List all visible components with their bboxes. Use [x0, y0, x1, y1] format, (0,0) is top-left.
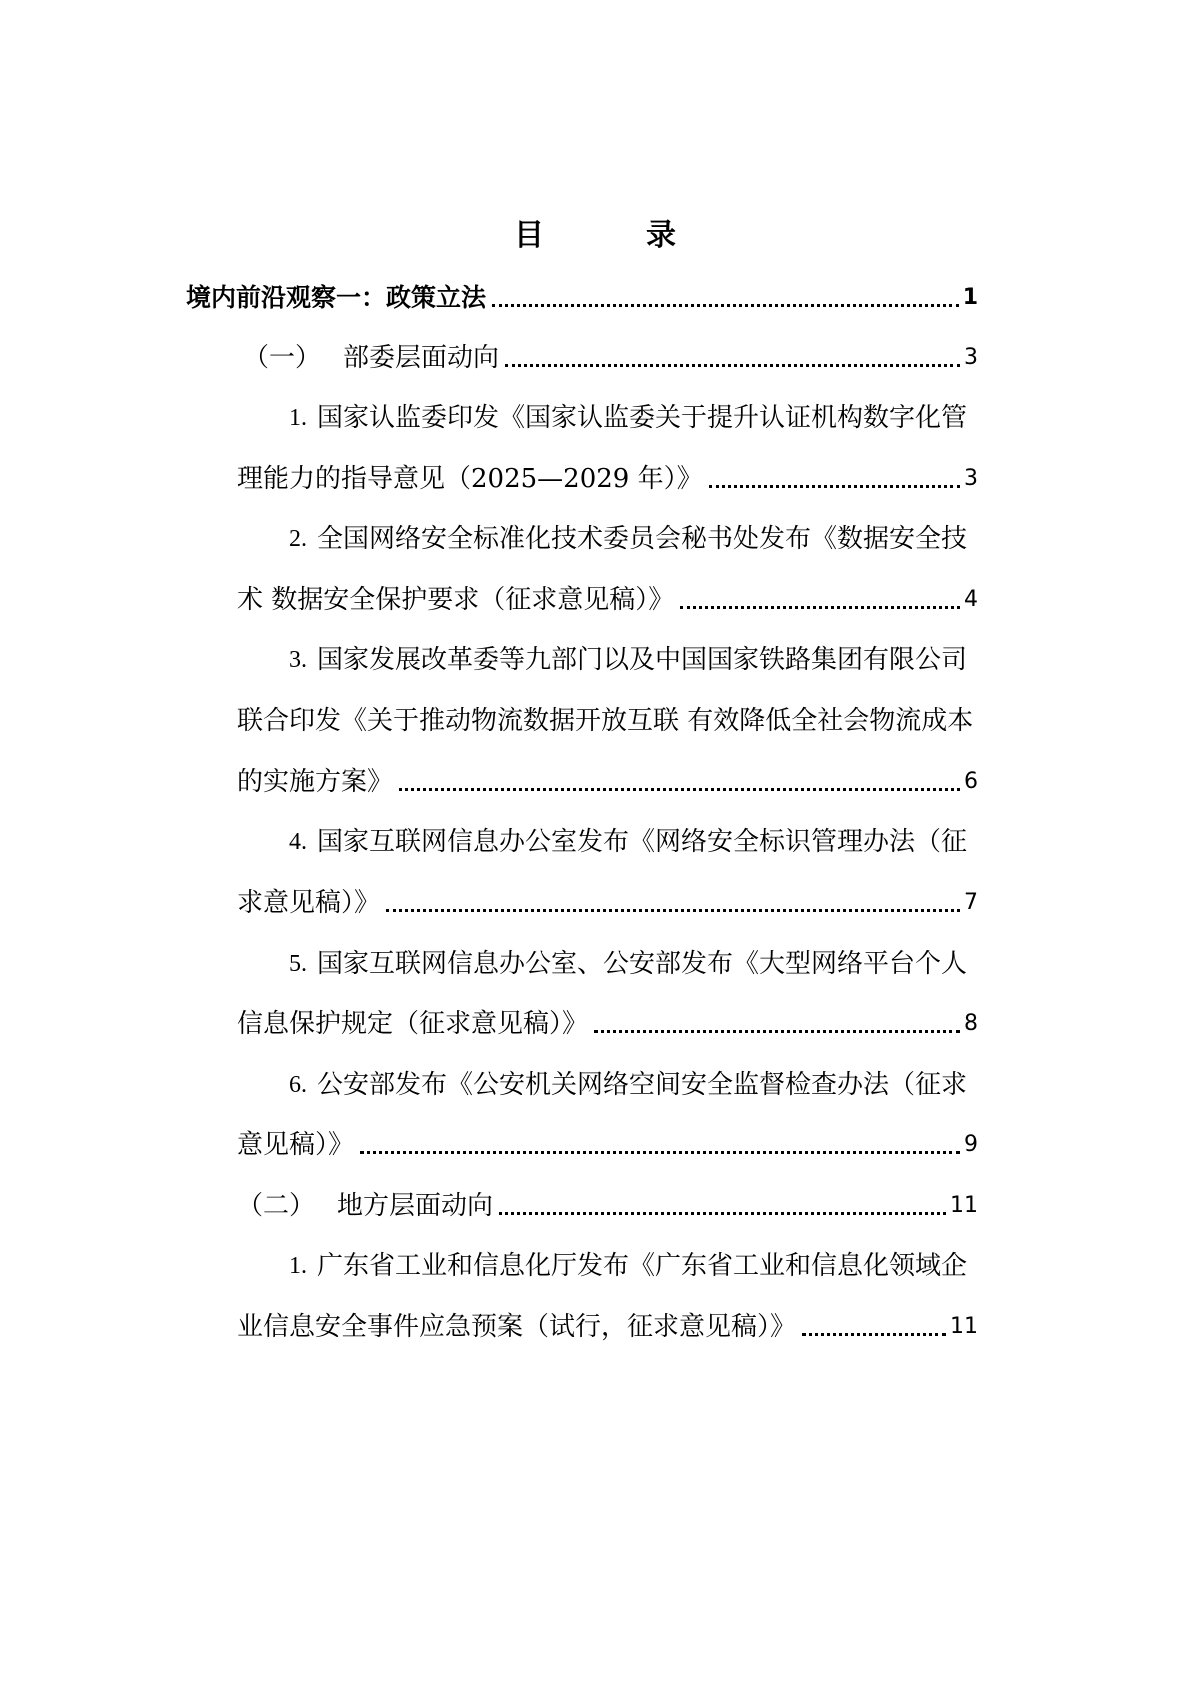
dot-leader	[492, 280, 959, 316]
toc-item-line[interactable]	[237, 1127, 978, 1163]
toc-page-number: 6	[964, 769, 978, 794]
toc-chapter-entry[interactable]	[186, 280, 978, 316]
toc-item-text: 术 数据安全保护要求（征求意见稿）》	[237, 585, 675, 615]
dot-leader	[680, 582, 960, 618]
toc-item-text: 全国网络安全标准化技术委员会秘书处发布《数据安全技	[317, 524, 968, 554]
toc-item-line[interactable]	[289, 1248, 978, 1284]
toc-page-number: 11	[950, 1314, 978, 1339]
page-title: 目 录	[514, 218, 712, 253]
toc-chapter-title: 境内前沿观察一：政策立法	[186, 283, 487, 312]
toc-item-line[interactable]	[289, 946, 978, 982]
dot-leader	[360, 1127, 960, 1163]
dot-leader	[386, 885, 960, 921]
toc-item-line[interactable]	[289, 521, 978, 557]
dot-leader	[709, 461, 960, 497]
toc-section-entry[interactable]	[243, 340, 978, 376]
toc-page-number: 9	[964, 1132, 978, 1157]
toc-item-number: 4.	[289, 829, 307, 855]
toc-item-line[interactable]	[237, 1006, 978, 1042]
toc-section-marker: （一）	[243, 343, 322, 373]
toc-item-text: 理能力的指导意见（2025—2029 年）》	[237, 464, 703, 494]
toc-item-line[interactable]	[289, 824, 978, 860]
dot-leader	[499, 1188, 946, 1224]
toc-item-number: 3.	[289, 647, 307, 673]
toc-item-line[interactable]	[289, 1067, 978, 1103]
toc-item-number: 6.	[289, 1072, 307, 1098]
toc-item-line[interactable]	[289, 400, 978, 436]
toc-section-title: 部委层面动向	[343, 343, 500, 373]
toc-item-text: 意见稿）》	[237, 1130, 355, 1160]
toc-item-number: 1.	[289, 405, 307, 431]
dot-leader	[505, 340, 960, 376]
toc-item-text: 国家互联网信息办公室发布《网络安全标识管理办法（征	[317, 827, 968, 857]
toc-page-number: 1	[962, 285, 978, 310]
toc-item-line[interactable]	[289, 642, 978, 678]
toc-item-text: 联合印发《关于推动物流数据开放互联 有效降低全社会物流成本	[237, 706, 974, 736]
toc-item-line[interactable]	[237, 764, 978, 800]
dot-leader	[399, 764, 960, 800]
toc-page-number: 3	[964, 466, 978, 491]
toc-item-line[interactable]	[237, 582, 978, 618]
toc-item-text: 信息保护规定（征求意见稿）》	[237, 1009, 589, 1039]
toc-item-text: 公安部发布《公安机关网络空间安全监督检查办法（征求	[317, 1070, 968, 1100]
toc-item-number: 5.	[289, 951, 307, 977]
toc-item-text: 的实施方案》	[237, 767, 394, 797]
toc-item-text: 国家认监委印发《国家认监委关于提升认证机构数字化管	[317, 403, 968, 433]
dot-leader	[802, 1309, 946, 1345]
toc-item-text: 业信息安全事件应急预案（试行，征求意见稿）》	[237, 1312, 797, 1342]
toc-item-text: 国家发展改革委等九部门以及中国国家铁路集团有限公司	[317, 645, 968, 675]
toc-page-number: 8	[964, 1011, 978, 1036]
toc-item-text: 国家互联网信息办公室、公安部发布《大型网络平台个人	[317, 949, 968, 979]
toc-page-number: 7	[964, 890, 978, 915]
toc-item-line[interactable]	[237, 885, 978, 921]
toc-item-line[interactable]	[237, 461, 978, 497]
toc-section-marker: （二）	[237, 1191, 316, 1221]
dot-leader	[594, 1006, 960, 1042]
toc-item-text: 广东省工业和信息化厅发布《广东省工业和信息化领域企	[317, 1251, 968, 1281]
toc-page-number: 11	[950, 1193, 978, 1218]
toc-item-line[interactable]	[237, 703, 978, 739]
toc-item-line[interactable]	[237, 1309, 978, 1345]
toc-item-number: 2.	[289, 526, 307, 552]
toc-item-number: 1.	[289, 1253, 307, 1279]
toc-page-number: 4	[964, 587, 978, 612]
toc-section-entry[interactable]	[237, 1188, 978, 1224]
toc-item-text: 求意见稿）》	[237, 888, 381, 918]
toc-page-number: 3	[964, 345, 978, 370]
toc-section-title: 地方层面动向	[337, 1191, 494, 1221]
